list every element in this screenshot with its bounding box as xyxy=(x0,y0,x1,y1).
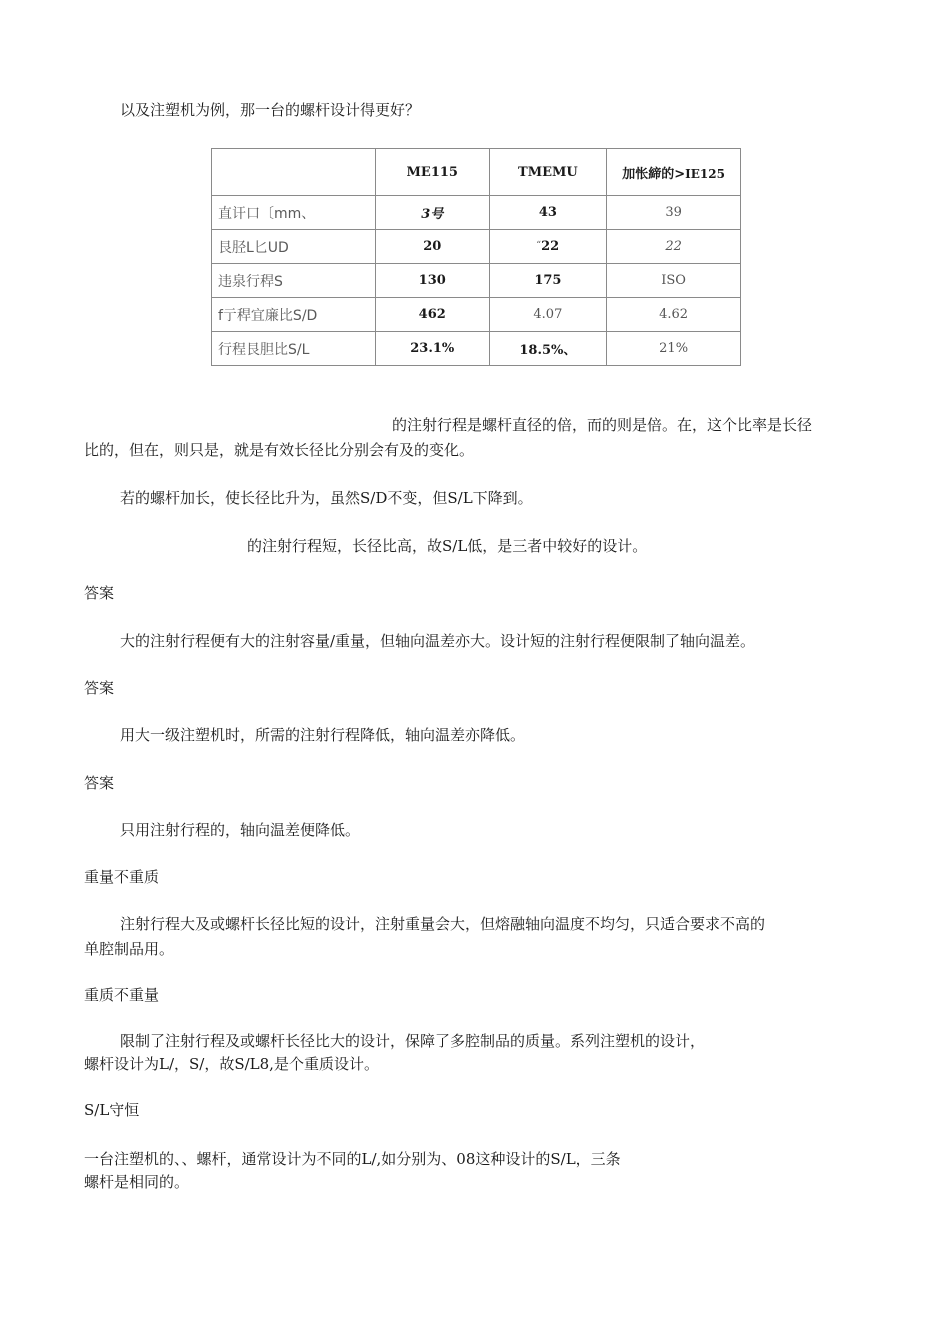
paragraph-line: 的注射行程是螺杆直径的倍，而的则是倍。在，这个比率是长径 xyxy=(392,416,813,434)
row-label: 行程艮胆比S/L xyxy=(212,332,376,366)
cell-value: 18.5%、 xyxy=(489,332,607,366)
header-corner-cell xyxy=(212,149,376,196)
cell-value: 4.07 xyxy=(489,298,607,332)
cell-value: 20 xyxy=(375,230,489,264)
table-row xyxy=(212,230,741,264)
row-label: f亍稈宜廉比S/D xyxy=(212,298,376,332)
table-row xyxy=(212,196,741,230)
cell-value: 22 xyxy=(607,230,741,264)
cell-value-text: 22 xyxy=(541,239,560,254)
header-ie125 xyxy=(607,149,741,196)
table-row xyxy=(212,264,741,298)
paragraph-line: 只用注射行程的，轴向温差便降低。 xyxy=(120,821,361,839)
intro-question: 以及注塑机为例，那一台的螺杆设计得更好？ xyxy=(120,101,421,119)
table-row xyxy=(212,332,741,366)
section-heading: 重量不重质 xyxy=(84,868,160,886)
cell-value xyxy=(489,230,607,264)
section-heading: S/L守恒 xyxy=(84,1101,140,1119)
header-ie125-model: IE125 xyxy=(685,166,725,181)
header-ie125-prefix: 加怅締的> xyxy=(622,166,686,182)
cell-value: 23.1% xyxy=(375,332,489,366)
header-tmemu: TMEMU xyxy=(489,149,607,196)
paragraph-line: 的注射行程短，长径比高，故S/L低，是三者中较好的设计。 xyxy=(247,537,648,555)
paragraph-line: 注射行程大及或螺杆长径比短的设计，注射重量会大，但熔融轴向温度不均匀，只适合要求不高的 xyxy=(120,915,766,933)
row-label: 艮胫L匕UD xyxy=(212,230,376,264)
cell-value: 3号 xyxy=(375,196,489,230)
cell-value: ISO xyxy=(607,264,741,298)
cell-value: 21% xyxy=(607,332,741,366)
paragraph-line: 比的，但在，则只是，就是有效长径比分别会有及的变化。 xyxy=(84,441,475,459)
paragraph-line: 一台注塑机的、、螺杆，通常设计为不同的L/,如分别为、08这种设计的S/L，三条 xyxy=(84,1150,621,1168)
paragraph-line: 螺杆是相同的。 xyxy=(84,1173,190,1191)
cell-value: 39 xyxy=(607,196,741,230)
cell-value: 462 xyxy=(375,298,489,332)
table-row xyxy=(212,298,741,332)
row-label: 直讦口〔mm、 xyxy=(212,196,376,230)
paragraph-line: 限制了注射行程及或螺杆长径比大的设计，保障了多腔制品的质量。系列注塑机的设计， xyxy=(120,1032,706,1050)
section-heading: 重质不重量 xyxy=(84,986,160,1004)
cell-mark: “ xyxy=(536,239,542,249)
paragraph-line: 若的螺杆加长，使长径比升为，虽然S/D不变，但S/L下降到。 xyxy=(120,489,533,507)
header-me115: ME115 xyxy=(375,149,489,196)
paragraph-line: 用大一级注塑机时，所需的注射行程降低，轴向温差亦降低。 xyxy=(120,726,526,744)
answer-heading: 答案 xyxy=(84,584,115,602)
screw-comparison-table xyxy=(211,148,741,366)
answer-heading: 答案 xyxy=(84,774,115,792)
cell-value: 43 xyxy=(489,196,607,230)
answer-heading: 答案 xyxy=(84,679,115,697)
cell-value: 4.62 xyxy=(607,298,741,332)
cell-value: 175 xyxy=(489,264,607,298)
table-header-row xyxy=(212,149,741,196)
paragraph-line: 大的注射行程便有大的注射容量/重量，但轴向温差亦大。设计短的注射行程便限制了轴向温差。 xyxy=(120,632,756,650)
paragraph-line: 单腔制品用。 xyxy=(84,940,175,958)
row-label: 违泉行稈S xyxy=(212,264,376,298)
paragraph-line: 螺杆设计为L/，S/，故S/L8,是个重质设计。 xyxy=(84,1055,379,1073)
cell-value: 130 xyxy=(375,264,489,298)
